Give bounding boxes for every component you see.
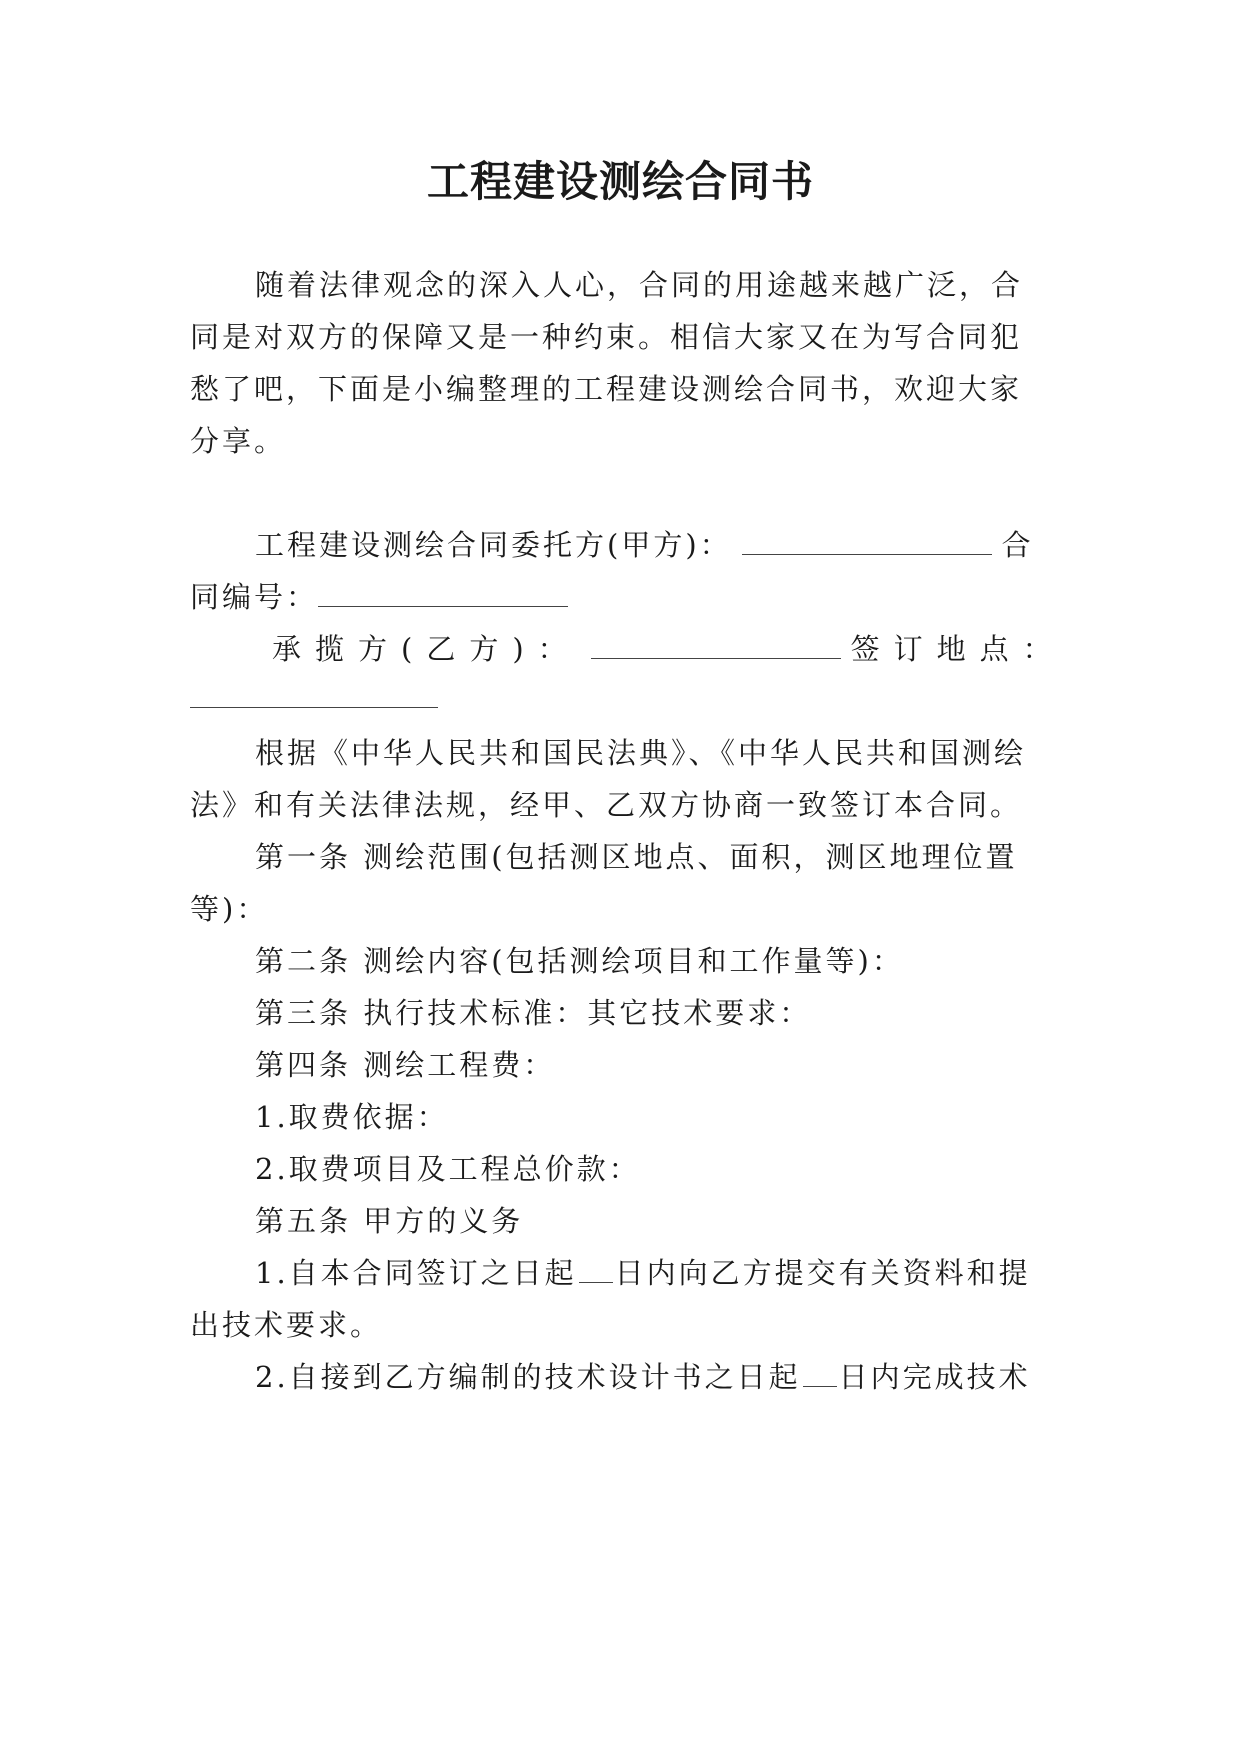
duty-1-part-a: 1.自本合同签订之日起 [255, 1256, 577, 1290]
article-1-line-2: 等)： [190, 892, 269, 926]
intro-line-1: 随着法律观念的深入人心，合同的用途越来越广泛，合 [255, 268, 1024, 302]
fee-basis: 1.取费依据： [255, 1100, 449, 1134]
party-a-line [255, 523, 1034, 567]
fee-items: 2.取费项目及工程总价款： [255, 1152, 641, 1186]
intro-line-2: 同是对双方的保障又是一种约束。相信大家又在为写合同犯 [190, 320, 1023, 354]
contract-no-label: 同编号： [190, 580, 319, 614]
duty-1-line-1 [255, 1251, 1031, 1295]
duty-1-part-b: 日内向乙方提交有关资料和提 [614, 1256, 1031, 1290]
duty-1-days-blank [579, 1260, 613, 1283]
sign-place-blank [190, 707, 438, 708]
basis-line-1: 根据《中华人民共和国民法典》、《中华人民共和国测绘 [255, 736, 1027, 770]
contract-no-line [190, 575, 578, 619]
party-b-line [272, 627, 1066, 671]
duty-2-days-blank [803, 1364, 837, 1387]
duty-2-line-1 [255, 1355, 1031, 1399]
duty-1-line-2: 出技术要求。 [190, 1308, 383, 1342]
basis-line-2: 法》和有关法律法规，经甲、乙双方协商一致签订本合同。 [190, 788, 1023, 822]
duty-2-part-a: 2.自接到乙方编制的技术设计书之日起 [255, 1360, 801, 1394]
contract-no-blank [318, 584, 568, 607]
party-b-blank [591, 636, 841, 659]
article-1-line-1: 第一条 测绘范围(包括测区地点、面积，测区地理位置 [255, 840, 1018, 874]
article-2: 第二条 测绘内容(包括测绘项目和工作量等)： [255, 944, 904, 978]
party-a-blank [742, 532, 992, 555]
document-title: 工程建设测绘合同书 [426, 157, 814, 206]
duty-2-part-b: 日内完成技术 [838, 1360, 1031, 1394]
party-a-label: 工程建设测绘合同委托方(甲方)： [255, 528, 732, 562]
article-5: 第五条 甲方的义务 [255, 1204, 524, 1238]
party-b-label: 承揽方(乙方)： [272, 632, 581, 666]
sign-place-label: 签订地点： [850, 632, 1066, 666]
article-4: 第四条 测绘工程费： [255, 1048, 556, 1082]
article-3: 第三条 执行技术标准：其它技术要求： [255, 996, 812, 1030]
intro-line-3: 愁了吧，下面是小编整理的工程建设测绘合同书，欢迎大家 [190, 372, 1023, 406]
intro-line-4: 分享。 [190, 424, 287, 458]
contract-no-tail: 合 [1001, 528, 1034, 562]
